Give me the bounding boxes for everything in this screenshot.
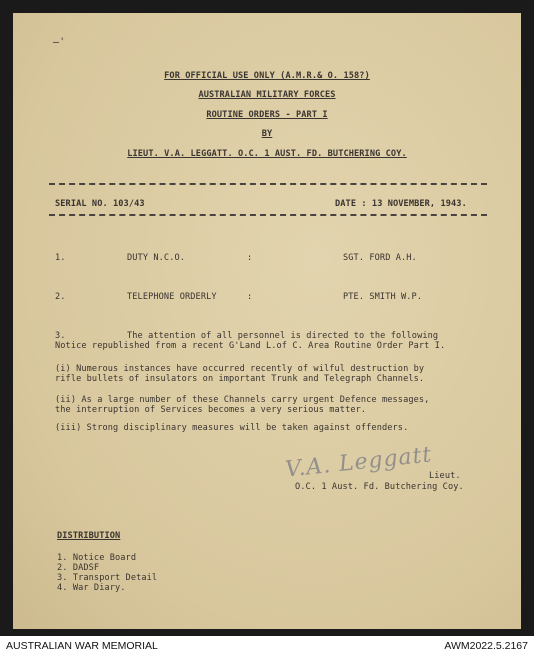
duty-name: SGT. FORD A.H.	[343, 253, 417, 263]
notice-item-iii: (iii) Strong disciplinary measures will be taken against offenders.	[55, 423, 409, 433]
bottom-rule	[49, 214, 487, 216]
document-page	[13, 13, 521, 629]
orderly-number: 2.	[55, 292, 66, 302]
distribution-item: 3. Transport Detail	[57, 573, 158, 583]
commander-line: LIEUT. V.A. LEGGATT. O.C. 1 AUST. FD. BUTCHERING COY.	[127, 149, 407, 159]
notice-number: 3.	[55, 331, 66, 341]
notice-intro: The attention of all personnel is directed to the following	[127, 331, 439, 341]
archive-credit: AUSTRALIAN WAR MEMORIAL	[6, 640, 158, 652]
distribution-item: 1. Notice Board	[57, 553, 137, 563]
notice-item-i-cont: rifle bullets of insulators on important Trunk and Telegraph Channels.	[55, 374, 425, 384]
signatory-unit: O.C. 1 Aust. Fd. Butchering Coy.	[295, 482, 464, 492]
signatory-rank: Lieut.	[429, 471, 461, 481]
serial-number: SERIAL NO. 103/43	[55, 199, 145, 209]
distribution-item: 4. War Diary.	[57, 583, 126, 593]
duty-number: 1.	[55, 253, 66, 263]
top-rule	[49, 183, 487, 185]
notice-item-ii-cont: the interruption of Services becomes a very serious matter.	[55, 405, 367, 415]
force-heading: AUSTRALIAN MILITARY FORCES	[198, 90, 336, 100]
notice-item-ii: (ii) As a large number of these Channels carry urgent Defence messages,	[55, 395, 430, 405]
corner-mark: –ˈ	[53, 37, 66, 48]
orderly-name: PTE. SMITH W.P.	[343, 292, 423, 302]
orderly-role: TELEPHONE ORDERLY	[127, 292, 217, 302]
accession-number: AWM2022.5.2167	[444, 640, 528, 652]
orders-heading: ROUTINE ORDERS - PART I	[206, 110, 328, 120]
distribution-item: 2. DADSF	[57, 563, 100, 573]
order-date: DATE : 13 NOVEMBER, 1943.	[335, 199, 467, 209]
classification-line: FOR OFFICIAL USE ONLY (A.M.R.& O. 158?)	[164, 71, 370, 81]
handwritten-signature: V.A. Leggatt	[284, 442, 434, 483]
notice-item-i: (i) Numerous instances have occurred recently of wilful destruction by	[55, 364, 425, 374]
orderly-separator: :	[247, 292, 253, 302]
by-line: BY	[261, 129, 273, 139]
distribution-heading: DISTRIBUTION	[57, 531, 121, 541]
duty-role: DUTY N.C.O.	[127, 253, 186, 263]
notice-intro-cont: Notice republished from a recent G'Land L.of C. Area Routine Order Part I.	[55, 341, 446, 351]
duty-separator: :	[247, 253, 253, 263]
